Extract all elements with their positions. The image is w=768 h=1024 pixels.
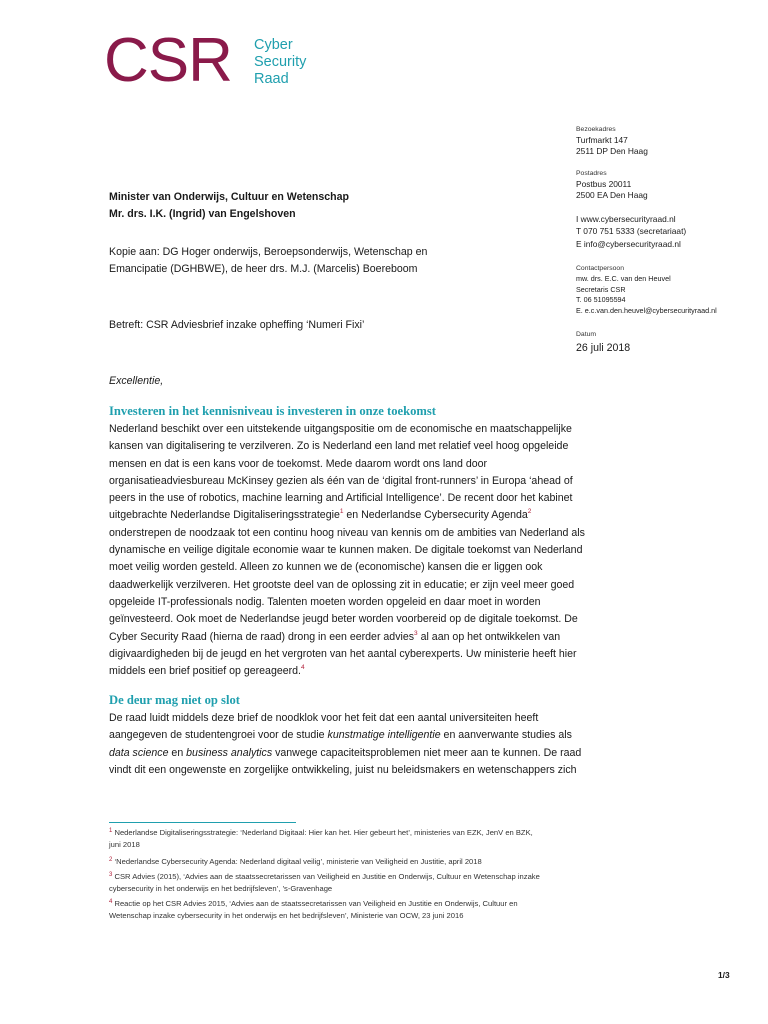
contact-person-block [576, 264, 766, 316]
logo-word-raad: Raad [254, 71, 289, 87]
section-body-investing [109, 421, 649, 680]
line-text: aangegeven de studentengroei voor de studie [109, 729, 328, 742]
footnote-ref-2[interactable]: 2 [527, 508, 532, 516]
website-link[interactable]: I www.cybersecurityraad.nl [576, 214, 676, 224]
footnote-text: CSR Advies (2015), ‘Advies aan de staatssecretarissen van Veiligheid en Justitie en Onderwijs, Cultuur en Wetenschap inzake [114, 872, 540, 881]
footnote-line: cybersecurity in het onderwijs en het bedrijfsleven’, ’s-Gravenhage [109, 883, 333, 893]
footnote-text: ‘Nederlandse Cybersecurity Agenda: Nederland digitaal veilig’, ministerie van Veiligheid en Justitie, april 2018 [114, 857, 482, 866]
line-text: en aanverwante studies als [440, 729, 572, 742]
paragraph-line: peers in the use of robotics, machine learning and Artificial Intelligence’. De recent door het kabinet [109, 492, 573, 505]
contact-info-block [576, 213, 766, 250]
footnote-line [109, 871, 649, 883]
logo-word-cyber: Cyber [254, 37, 293, 53]
date-block [576, 330, 766, 355]
phone-line: T 070 751 5333 (secretariaat) [576, 226, 687, 237]
paragraph-line: moet veilig worden gesteld. Alleen zo kunnen we de (economische) kansen die er liggen ook [109, 561, 543, 574]
csr-logo [104, 26, 334, 95]
section-heading-door: De deur mag niet op slot [109, 693, 240, 707]
footnote-line: Wetenschap inzake cybersecurity in het onderwijs en het bedrijfsleven’, Ministerie van OCW, 23 juni 2016 [109, 910, 464, 920]
paragraph-line [109, 629, 649, 646]
footnote-3 [109, 871, 649, 895]
paragraph-line: opgeleide IT-professionals nodig. Talenten moeten worden opgeleid en daar moet in worden [109, 595, 541, 608]
paragraph-line [109, 507, 649, 524]
contact-person-label: Contactpersoon [576, 265, 624, 272]
footnote-divider [109, 822, 296, 823]
paragraph-line: kansen van digitalisering te verzilveren. Zo is Nederland een land met relatief veel hoog opgeleide [109, 440, 569, 453]
addressee-line-2: Mr. drs. I.K. (Ingrid) van Engelshoven [109, 208, 296, 220]
logo-word-security: Security [254, 54, 307, 70]
footnote-4 [109, 898, 649, 922]
line-text: Cyber Security Raad (hierna de raad) drong in een eerder advies [109, 630, 415, 643]
paragraph-line: digivaardigheden bij de jeugd en het vergroten van het aantal cyberexperts. Uw ministerie heeft hier [109, 647, 577, 660]
paragraph-line: onderstrepen de noodzaak tot een continu hoog niveau van kennis om de ambities van Nederland als [109, 526, 585, 539]
line-text: en Nederlandse Cybersecurity Agenda [343, 509, 528, 522]
section-heading-investing: Investeren in het kennisniveau is investeren in onze toekomst [109, 404, 436, 418]
postal-address-line: Postbus 20011 [576, 179, 632, 189]
visit-address-line: 2511 DP Den Haag [576, 146, 648, 157]
line-text: middels een brief positief op gereageerd. [109, 665, 301, 678]
footnote-line: juni 2018 [109, 839, 140, 849]
contact-person-phone: T. 06 51095594 [576, 295, 626, 305]
letter-date: 26 juli 2018 [576, 342, 631, 354]
paragraph-line: Nederland beschikt over een uitstekende uitgangspositie om de economische en maatschappelijke [109, 423, 572, 435]
emphasis-text: kunstmatige intelligentie [327, 729, 441, 742]
visit-address-label: Bezoekadres [576, 126, 616, 133]
footnote-ref-4[interactable]: 4 [301, 664, 305, 672]
footnote-line [109, 898, 649, 910]
contact-person-role: Secretaris CSR [576, 284, 626, 294]
visit-address-block [576, 125, 766, 157]
emphasis-text: business analytics [186, 746, 273, 759]
subject-line: Betreft: CSR Adviesbrief inzake opheffing ‘Numeri Fixi’ [109, 319, 365, 331]
logo-letters: CSR [104, 26, 232, 95]
date-label: Datum [576, 331, 597, 338]
contact-person-name: mw. drs. E.C. van den Heuvel [576, 274, 671, 283]
line-text: al aan op het ontwikkelen van [417, 630, 561, 643]
line-text: uitgebrachte Nederlandse Digitaliseringsstrategie [109, 509, 340, 522]
postal-address-label: Postadres [576, 170, 607, 177]
paragraph-line: geïnvesteerd. Ook moet de Nederlandse jeugd beter worden voorbereid op de digitale toekomst. De [109, 613, 578, 626]
email-link[interactable]: E info@cybersecurityraad.nl [576, 238, 681, 249]
footnote-ref-1[interactable]: 1 [339, 508, 344, 516]
addressee-line-1: Minister van Onderwijs, Cultuur en Wetenschap [109, 191, 349, 203]
paragraph-line: daadwerkelijk verzilveren. Het grootste deel van de oplossing zit in educatie; er zijn veel meer goed [109, 578, 575, 591]
paragraph-line: De raad luidt middels deze brief de noodklok voor het feit dat een aantal universiteiten heeft [109, 712, 539, 724]
postal-address-line: 2500 EA Den Haag [576, 190, 648, 201]
paragraph-line: vindt dit een ongewenste en zorgelijke ontwikkeling, juist nu beleidsmakers en wetenschappers zich [109, 763, 577, 776]
paragraph-line: mensen en dat is een kans voor de toekomst. Mede daarom wordt ons land door [109, 457, 488, 470]
logo-words [254, 37, 306, 88]
paragraph-line: dynamische en veilige digitale economie waar te kunnen maken. De digitale toekomst van Nederland [109, 544, 583, 557]
footnote-mark: 4 [109, 899, 113, 905]
visit-address-line: Turfmarkt 147 [576, 135, 628, 145]
paragraph-line: organisatieadviesbureau McKinsey gezien als één van de ‘digital front-runners’ in Europa ‘ahead of [109, 474, 573, 487]
footnote-text: Nederlandse Digitaliseringsstrategie: ‘Nederland Digitaal: Hier kan het. Hier gebeurt het’, ministeries van EZK, JenV en BZK, [114, 828, 533, 837]
emphasis-text: data science [109, 746, 169, 759]
footnote-line [109, 827, 649, 839]
footnote-mark: 1 [109, 828, 113, 834]
footnote-1 [109, 827, 649, 851]
footnote-ref-3[interactable]: 3 [414, 629, 418, 637]
paragraph-line [109, 745, 649, 762]
footnote-text: Reactie op het CSR Advies 2015, ‘Advies aan de staatssecretarissen van Veiligheid en Justitie en Onderwijs, Cultuur en [114, 899, 518, 908]
footnote-mark: 2 [109, 857, 113, 863]
section-body-door [109, 710, 649, 779]
copy-line-2: Emancipatie (DGHBWE), de heer drs. M.J. (Marcelis) Boereboom [109, 263, 418, 275]
paragraph-line [109, 663, 649, 680]
line-text: vanwege capaciteitsproblemen niet meer aan te kunnen. De raad [272, 746, 582, 759]
line-text: en [168, 746, 187, 759]
footnote-2 [109, 856, 649, 868]
contact-person-email[interactable]: E. e.c.van.den.heuvel@cybersecurityraad.nl [576, 305, 717, 315]
postal-address-block [576, 169, 766, 201]
footnote-mark: 3 [109, 872, 113, 878]
footnote-line [109, 856, 649, 868]
page-number: 1/3 [718, 970, 730, 980]
paragraph-line [109, 727, 649, 744]
copy-line-1: Kopie aan: DG Hoger onderwijs, Beroepsonderwijs, Wetenschap en [109, 246, 428, 258]
salutation: Excellentie, [109, 375, 164, 387]
